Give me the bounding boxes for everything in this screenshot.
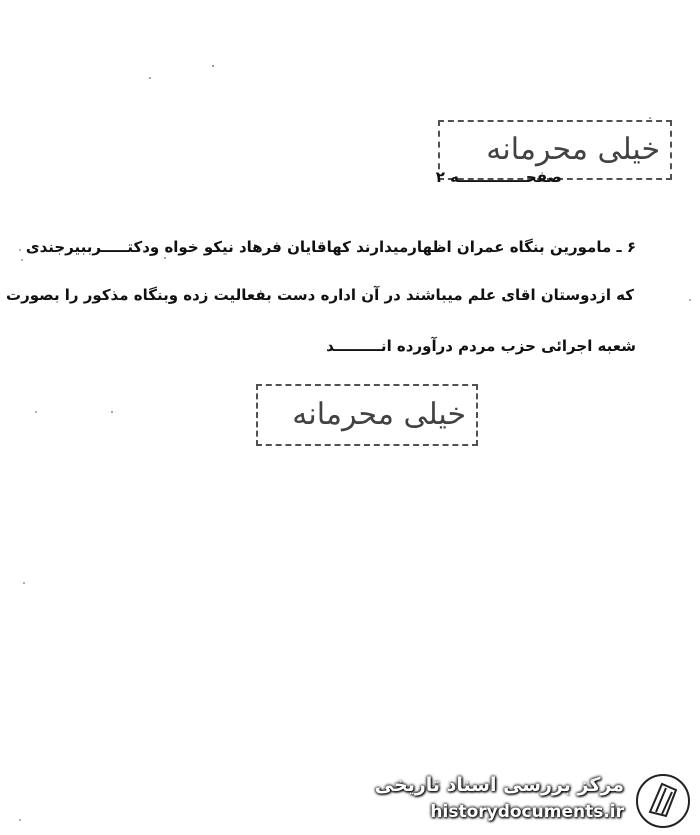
archive-logo-icon xyxy=(632,772,694,830)
confidential-stamp-bottom: خیلی محرمانه xyxy=(256,384,478,446)
confidential-stamp-top: خیلی محرمانه xyxy=(438,120,672,180)
paragraph-line-3: شعبه اجرائی حزب مردم درآورده انـــــــــد xyxy=(326,337,636,355)
watermark-title: مرکز بررسی اسناد تاریخی xyxy=(374,774,624,796)
watermark-footer xyxy=(374,768,698,832)
paragraph-line-2: که ازدوستان اقای علم میباشند در آن اداره دست بفعالیت زده وبنگاه مذکور را بصورت xyxy=(6,286,634,304)
paragraph-line-1: ۶ ـ مامورین بنگاه عمران اظهارمیدارند کهاقایان فرهاد نیکو خواه ودکتـــــرببیرجندی xyxy=(25,238,636,256)
page-number: صفحـــــــــــــه ۲ xyxy=(435,168,562,186)
watermark-url: historydocuments.ir xyxy=(430,802,624,822)
